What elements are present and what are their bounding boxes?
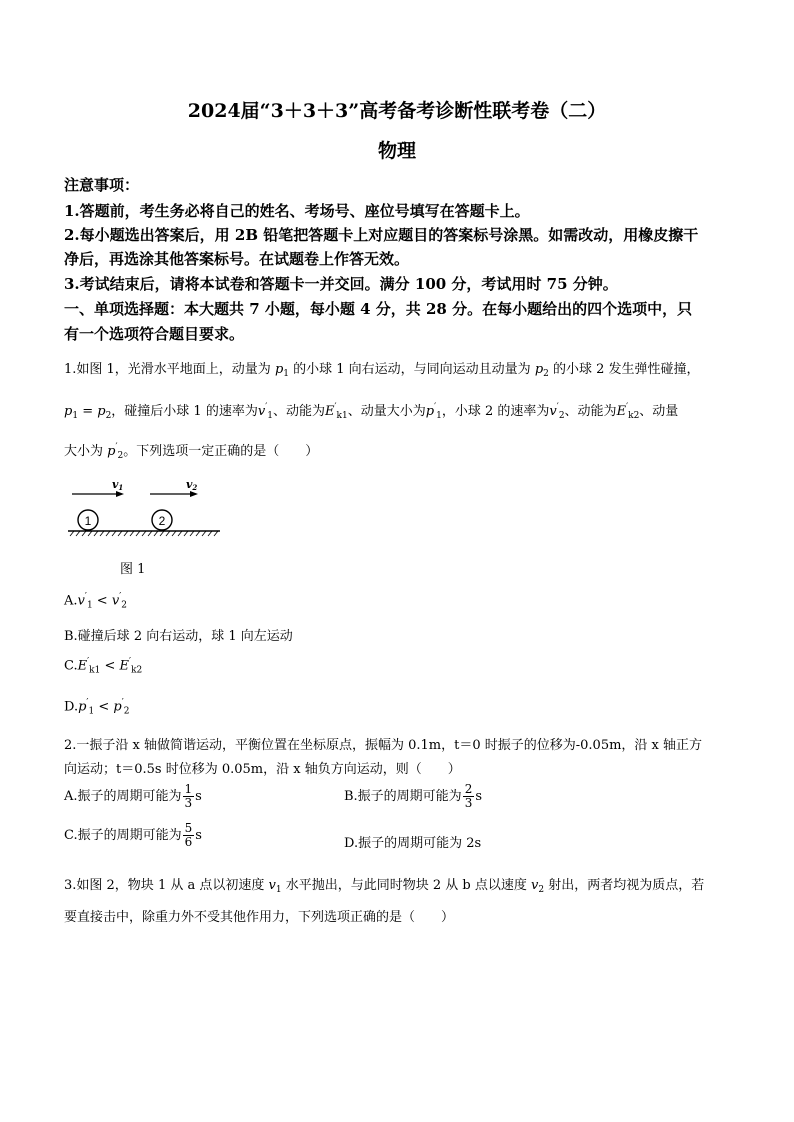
question-2-line2: 向运动；t＝0.5s 时位移为 0.05m，沿 x 轴负方向运动，则（ ） — [64, 762, 461, 777]
section-heading-line2: 有一个选项符合题目要求。 — [64, 325, 245, 343]
section-heading-line1: 一、单项选择题：本大题共 7 小题，每小题 4 分，共 28 分。在每小题给出的四个选项中，只 — [64, 300, 693, 318]
ball-2-label: 2 — [158, 514, 166, 528]
notice-item-2: 2.每小题选出答案后，用 2B 铅笔把答题卡上对应题目的答案标号涂黑。如需改动，用橡皮擦干 — [64, 226, 699, 244]
question-3-line2: 要直接击中，除重力外不受其他作用力，下列选项正确的是（ ） — [64, 910, 455, 925]
notice-item-1: 1.答题前，考生务必将自己的姓名、考场号、座位号填写在答题卡上。 — [64, 202, 530, 220]
notice-item-3: 3.考试结束后，请将本试卷和答题卡一并交回。满分 100 分，考试用时 75 分钟。 — [64, 275, 618, 293]
velocity-2-label: v2 — [186, 478, 198, 492]
question-2-option-d[interactable]: D.振子的周期可能为 2s — [344, 836, 482, 851]
question-1-option-d[interactable]: $D.p'_1 < p'_2$ — [64, 698, 130, 717]
question-1-option-b[interactable]: B.碰撞后球 2 向右运动，球 1 向左运动 — [64, 629, 293, 644]
notice-item-2-cont: 净后，再选涂其他答案标号。在试题卷上作答无效。 — [64, 250, 410, 268]
fraction: $\frac{1}{3}$ — [184, 782, 193, 810]
ball-1-label: 1 — [84, 514, 92, 528]
figure-1-caption: 图 1 — [120, 562, 146, 577]
question-1-line3: 大小为 $p'_2$。下列选项一定正确的是（ ） — [64, 442, 319, 461]
question-2-option-c[interactable]: C.振子的周期可能为 $\frac{5}{6}$ s — [64, 821, 202, 849]
exam-subject: 物理 — [377, 140, 416, 162]
velocity-1-label: v1 — [112, 478, 124, 492]
question-2-option-a[interactable]: A.振子的周期可能为 $\frac{1}{3}$ s — [64, 782, 202, 810]
question-2-option-b[interactable]: B.振子的周期可能为 $\frac{2}{3}$ s — [344, 782, 482, 810]
exam-title: 2024届“3＋3＋3”高考备考诊断性联考卷（二） — [187, 100, 607, 122]
question-1-line1: 1.如图 1，光滑水平地面上，动量为 $p_1$ 的小球 1 向右运动，与同向运动且动量为 $p_2$ 的小球 2 发生弹性碰撞， — [64, 362, 700, 379]
fraction: $\frac{2}{3}$ — [464, 782, 473, 810]
question-1-line2: $p_1 = p_2$，碰撞后小球 1 的速率为$v'_1$、动能为$E'_{k1}$、动量大小为$p'_1$，小球 2 的速率为$v'_2$、动能为$E'_{k2}$、动量 — [64, 402, 679, 421]
question-1-option-a[interactable]: $A.v'_1 < v'_2$ — [64, 592, 127, 611]
question-1-option-c[interactable]: $C.E'_{k1} < E'_{k2}$ — [64, 657, 143, 676]
ground-hatching — [70, 531, 218, 536]
figure-1-diagram — [64, 474, 224, 540]
fraction: $\frac{5}{6}$ — [184, 821, 193, 849]
question-3-line1: 3.如图 2，物块 1 从 a 点以初速度 $v_1$ 水平抛出，与此同时物块 2 从 b 点以速度 $v_2$ 射出，两者均视为质点，若 — [64, 878, 705, 895]
notice-heading: 注意事项： — [64, 176, 140, 194]
question-2-line1: 2.一振子沿 x 轴做简谐运动，平衡位置在坐标原点，振幅为 0.1m，t＝0 时振子的位移为-0.05m，沿 x 轴正方 — [64, 738, 703, 753]
